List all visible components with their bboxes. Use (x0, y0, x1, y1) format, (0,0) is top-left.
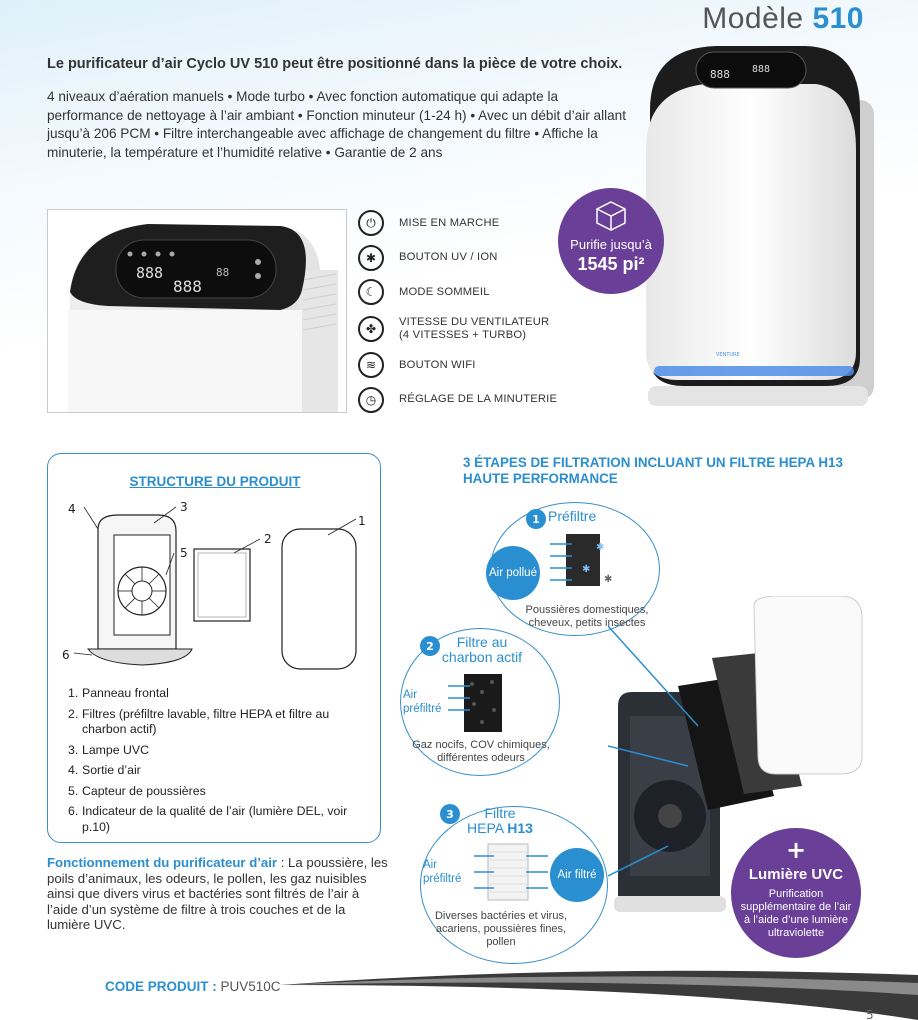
part-item: 2. Filtres (préfiltre lavable, filtre HEPA et filtre au charbon actif) (68, 706, 330, 736)
power-icon: ⏻ (358, 210, 384, 236)
stage3-air-label: Air préfiltré (423, 859, 462, 885)
control-label: MODE SOMMEIL (399, 285, 490, 298)
intro-features: 4 niveaux d’aération manuels • Mode turbo • Avec fonction automatique qui adapte la performance de nettoyage à l’air ambiant • Fonction minuteur (1-24 h) • Avec un débit d’air allant jusqu’à 206 PCM • Filtre interchangeable avec affichage de changement du filtre • Affiche la minuterie, la température et l’humidité relative • Garantie de 2 ans (47, 89, 627, 160)
control-legend (358, 206, 558, 417)
bottom-swoosh (280, 955, 918, 1020)
hepa-filter-image (474, 842, 550, 906)
plus-icon: + (785, 836, 807, 864)
stage2-title: Filtre au charbon actif (441, 634, 523, 665)
control-row-sleep (358, 275, 558, 309)
stage2-air-label: Air préfiltré (403, 689, 442, 715)
callout-1: 1 (358, 514, 366, 528)
filtration-heading: 3 ÉTAPES DE FILTRATION INCLUANT UN FILTRE HEPA H13 HAUTE PERFORMANCE (463, 455, 843, 486)
page-number: 5 (866, 1008, 874, 1020)
purifier-product-image (636, 40, 892, 420)
control-label: BOUTON WIFI (399, 358, 476, 371)
stage1-title: Préfiltre (548, 508, 597, 524)
svg-text:VENTURE: VENTURE (716, 352, 740, 358)
callout-4: 4 (68, 502, 76, 516)
page-title: Modèle 510 (702, 2, 864, 35)
uvc-title: Lumière UVC (748, 866, 844, 883)
svg-text:888: 888 (752, 64, 771, 75)
stage3-number: 3 (440, 804, 460, 824)
part-item: 5. Capteur de poussières (68, 783, 206, 798)
part-item: 3. Lampe UVC (68, 742, 149, 757)
stage3-title: Filtre HEPA H13 (467, 805, 533, 836)
svg-text:888: 888 (136, 264, 164, 282)
stage2-caption: Gaz nocifs, COV chimiques, différentes odeurs (412, 739, 550, 764)
prefilter-image (548, 530, 618, 594)
uvc-badge (731, 828, 861, 958)
structure-title: STRUCTURE DU PRODUIT (129, 474, 301, 489)
carbon-filter-image (448, 670, 512, 740)
svg-text:88: 88 (216, 266, 230, 279)
uv-ion-icon: ✱ (358, 245, 384, 271)
fan-icon: ✤ (358, 316, 384, 342)
room-size-icon (593, 198, 629, 234)
svg-text:888: 888 (173, 277, 202, 296)
coverage-line1: Purifie jusqu’à (570, 237, 652, 252)
product-structure-panel (47, 453, 381, 843)
control-panel-illustration (48, 210, 347, 413)
timer-icon: ◷ (358, 387, 384, 413)
svg-text:✱: ✱ (596, 542, 605, 553)
callout-3: 3 (180, 500, 188, 514)
control-row-uv-ion (358, 241, 558, 275)
exploded-diagram (58, 499, 372, 684)
control-label: VITESSE DU VENTILATEUR (4 VITESSES + TURBO) (399, 315, 550, 341)
function-description: Fonctionnement du purificateur d’air : La poussière, les poils d’animaux, les odeurs, le pollen, les gaz nuisibles ainsi que divers virus et bactéries sont filtrés de l’air à l’aide d’un système de filtre à trois couches et de la lumière UVC. (47, 855, 388, 932)
svg-text:✱: ✱ (582, 564, 591, 575)
part-item: 1. Panneau frontal (68, 686, 169, 700)
wifi-icon: ≋ (358, 352, 384, 378)
svg-text:888: 888 (710, 68, 730, 81)
control-label: RÉGLAGE DE LA MINUTERIE (399, 393, 558, 405)
polluted-air-badge: Air pollué (486, 546, 540, 600)
stage3-caption: Diverses bactéries et virus, acariens, poussières fines, pollen (434, 910, 568, 948)
parts-list (68, 686, 368, 840)
control-row-power (358, 206, 558, 240)
sleep-mode-icon: ☾ (358, 279, 384, 305)
coverage-value: 1545 pi² (577, 254, 645, 274)
callout-6: 6 (62, 648, 70, 662)
uvc-description: Purification supplémentaire de l’air à l’aide d’une lumière ultraviolette (740, 888, 852, 939)
control-panel-photo (47, 209, 347, 413)
filtered-air-badge: Air filtré (550, 848, 604, 902)
stage2-number: 2 (420, 636, 440, 656)
callout-2: 2 (264, 532, 272, 546)
stage1-number: 1 (526, 509, 546, 529)
product-code: CODE PRODUIT : PUV510C (105, 979, 281, 994)
coverage-badge (558, 188, 664, 294)
control-row-wifi (358, 348, 558, 382)
control-row-timer (358, 383, 558, 417)
part-item: 6. Indicateur de la qualité de l’air (lumière DEL, voir p.10) (68, 804, 348, 834)
intro-heading: Le purificateur d’air Cyclo UV 510 peut être positionné dans la pièce de votre choix. (47, 56, 623, 72)
control-label: BOUTON UV / ION (399, 251, 498, 263)
svg-text:✱: ✱ (604, 574, 613, 585)
part-item: 4. Sortie d’air (68, 763, 141, 777)
control-label: MISE EN MARCHE (399, 216, 500, 229)
control-row-fan (358, 310, 558, 348)
callout-5: 5 (180, 546, 188, 560)
stage1-caption: Poussières domestiques, cheveux, petits insectes (525, 604, 649, 629)
